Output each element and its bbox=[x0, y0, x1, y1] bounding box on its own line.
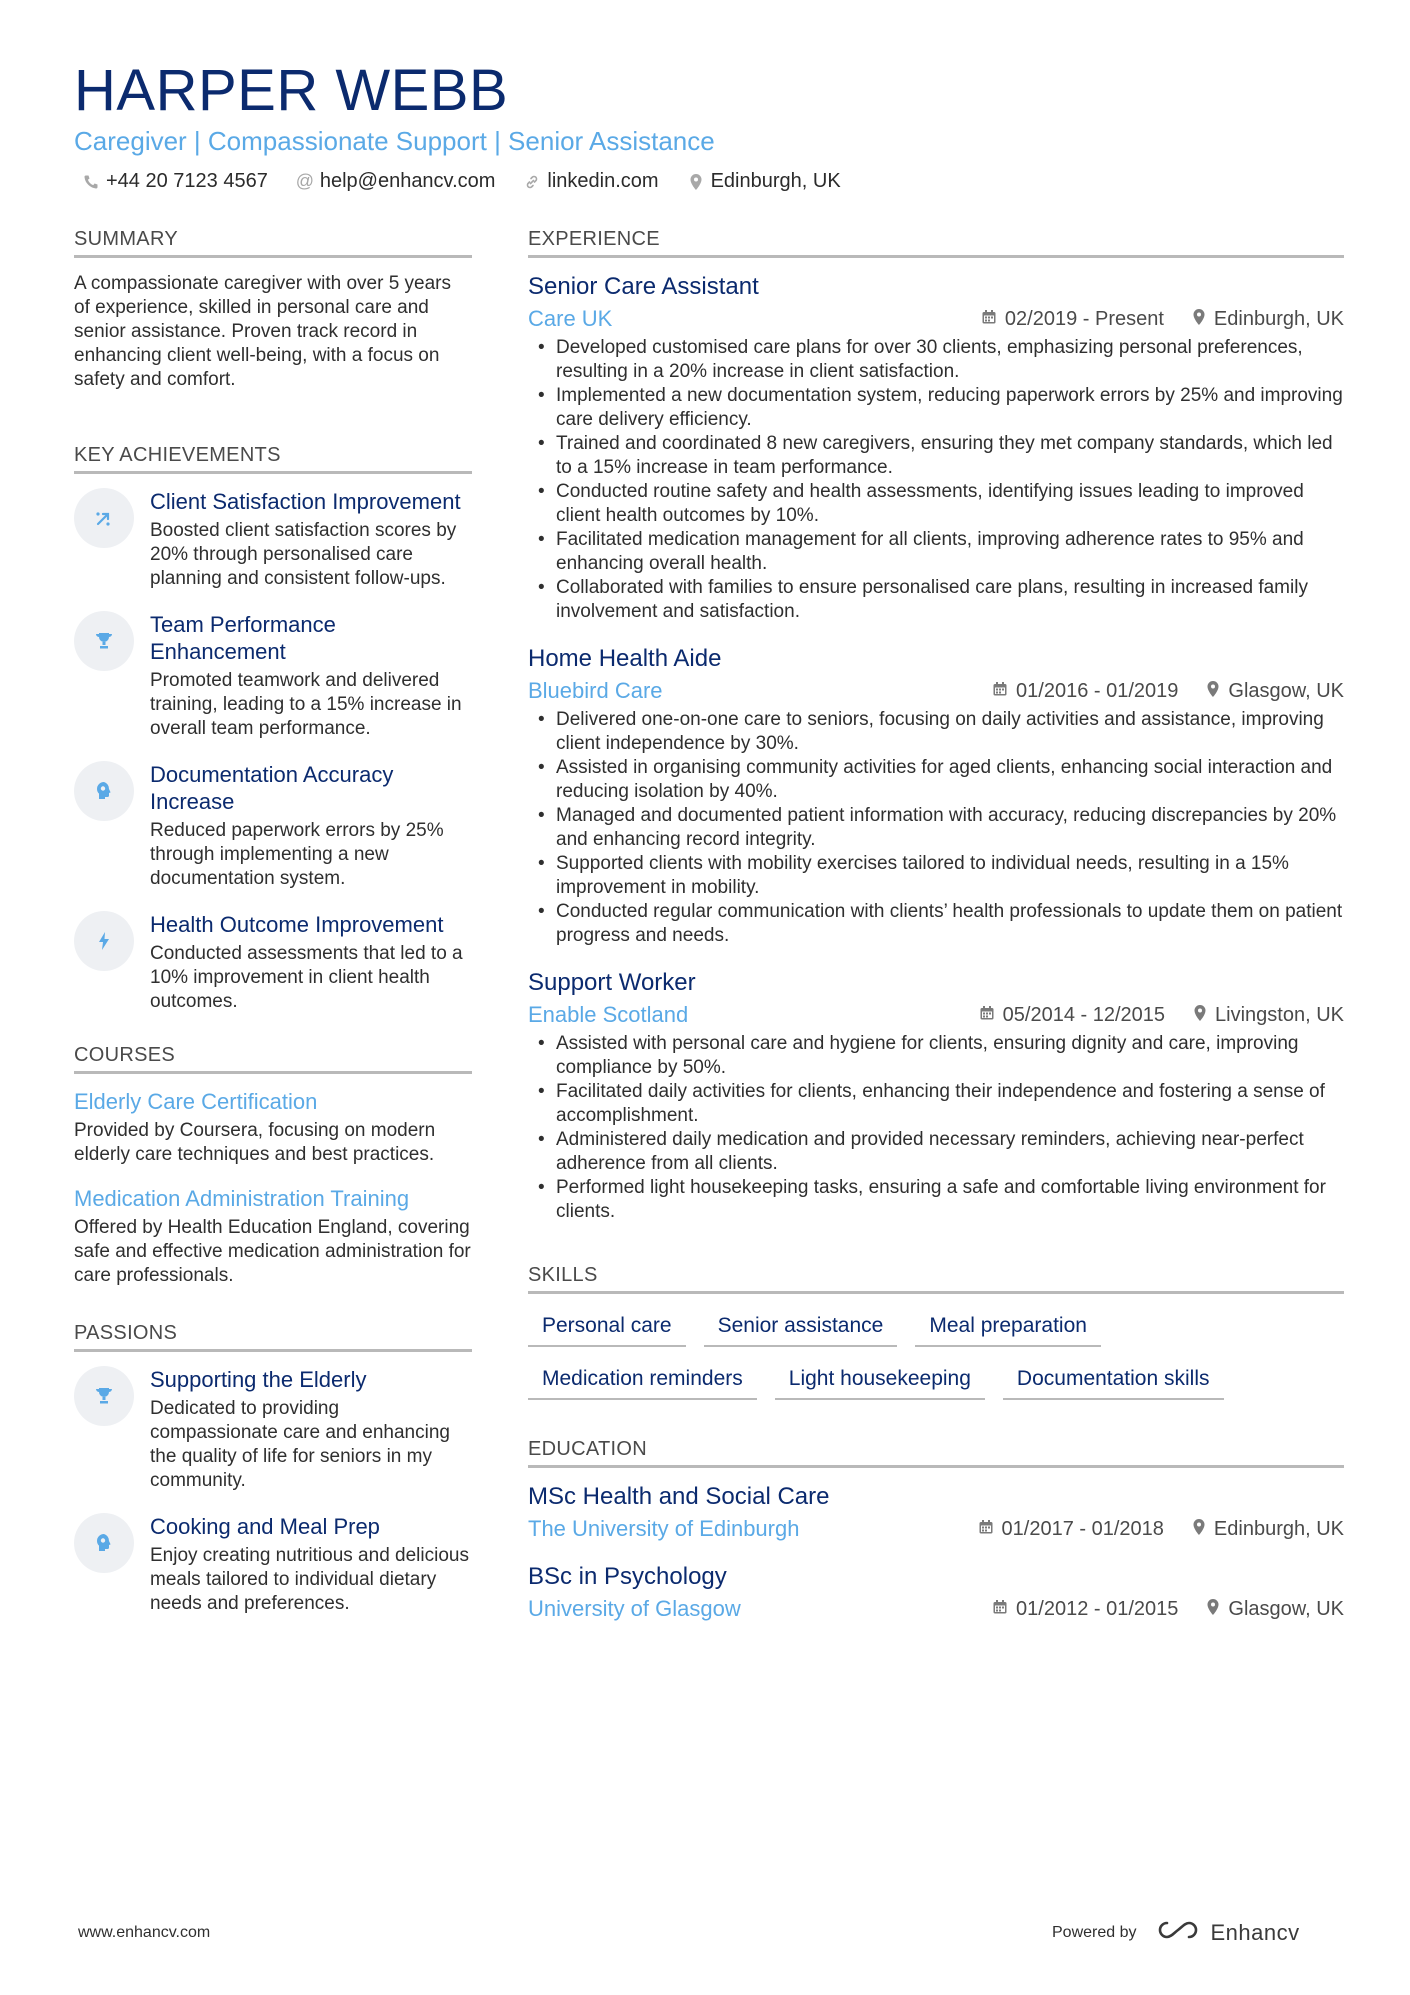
lightning-icon bbox=[74, 911, 134, 971]
passion-item bbox=[74, 1366, 472, 1493]
education-location: Glasgow, UK bbox=[1228, 1597, 1344, 1620]
footer-website[interactable]: www.enhancv.com bbox=[78, 1924, 211, 1941]
company-name: Care UK bbox=[528, 306, 613, 331]
calendar-icon bbox=[981, 309, 997, 330]
contact-phone-text: +44 20 7123 4567 bbox=[106, 170, 268, 192]
location-pin-icon bbox=[1206, 680, 1220, 703]
location-pin-icon bbox=[687, 173, 705, 191]
course-title: Medication Administration Training bbox=[74, 1186, 410, 1211]
contact-phone[interactable] bbox=[82, 170, 268, 193]
at-icon: @ bbox=[295, 171, 314, 191]
head-brain-icon bbox=[74, 761, 134, 821]
contact-bar bbox=[82, 170, 841, 193]
calendar-icon bbox=[992, 681, 1008, 702]
job-bullets bbox=[528, 708, 1344, 948]
courses-section bbox=[74, 1044, 472, 1288]
job-location: Glasgow, UK bbox=[1228, 679, 1344, 702]
job-bullets bbox=[528, 336, 1344, 624]
summary-title: SUMMARY bbox=[74, 228, 472, 258]
summary-section bbox=[74, 228, 472, 392]
summary-text: A compassionate caregiver with over 5 years of experience, skilled in personal care and senior assistance. Proven track record in enhancing client well-being, with a focus on safety and comfort. bbox=[74, 273, 452, 390]
education-dates: 01/2017 - 01/2018 bbox=[1001, 1517, 1164, 1540]
achievement-item bbox=[74, 911, 472, 1014]
skill-tag: Documentation skills bbox=[1003, 1361, 1224, 1400]
footer-branding bbox=[1052, 1918, 1300, 1948]
education-dates: 01/2012 - 01/2015 bbox=[1016, 1597, 1179, 1620]
job-entry bbox=[528, 968, 1344, 1224]
bullet-item: • Assisted in organising community activities for aged clients, enhancing social interaction and reducing isolation by 40%. bbox=[528, 756, 1344, 804]
experience-title: EXPERIENCE bbox=[528, 228, 1344, 258]
link-icon bbox=[523, 174, 541, 190]
achievement-item bbox=[74, 611, 472, 741]
achievement-title: Client Satisfaction Improvement bbox=[150, 489, 461, 514]
education-title: EDUCATION bbox=[528, 1438, 1344, 1468]
bullet-item: • Trained and coordinated 8 new caregivers, ensuring they met company standards, which led to a 15% increase in team performance. bbox=[528, 432, 1344, 480]
achievements-section bbox=[74, 444, 472, 1014]
brand-name: Enhancv bbox=[1210, 1920, 1300, 1945]
calendar-icon bbox=[992, 1599, 1008, 1620]
contact-location bbox=[687, 170, 841, 193]
skills-section bbox=[528, 1264, 1344, 1400]
head-brain-icon bbox=[74, 1513, 134, 1573]
phone-icon bbox=[82, 174, 100, 190]
job-title: Support Worker bbox=[528, 969, 696, 996]
passions-section bbox=[74, 1322, 472, 1616]
job-entry bbox=[528, 644, 1344, 948]
job-dates: 05/2014 - 12/2015 bbox=[1002, 1003, 1166, 1026]
contact-linkedin[interactable] bbox=[523, 170, 658, 193]
passion-item bbox=[74, 1513, 472, 1616]
degree: MSc Health and Social Care bbox=[528, 1483, 830, 1510]
company-name: Enable Scotland bbox=[528, 1002, 689, 1027]
achievement-text: Promoted teamwork and delivered training, leading to a 15% increase in overall team performance. bbox=[150, 670, 462, 739]
bullet-item: • Conducted routine safety and health assessments, identifying issues leading to improved client health outcomes by 10%. bbox=[528, 480, 1344, 528]
contact-location-text: Edinburgh, UK bbox=[710, 170, 841, 192]
bullet-item: • Collaborated with families to ensure personalised care plans, resulting in increased family involvement and satisfaction. bbox=[528, 576, 1344, 624]
candidate-name: HARPER WEBB bbox=[74, 58, 509, 123]
passion-title: Cooking and Meal Prep bbox=[150, 1514, 380, 1539]
contact-linkedin-text: linkedin.com bbox=[547, 170, 659, 192]
skill-tag: Light housekeeping bbox=[775, 1361, 985, 1400]
location-pin-icon bbox=[1206, 1598, 1220, 1621]
bullet-item: • Conducted regular communication with clients’ health professionals to update them on patient progress and needs. bbox=[528, 900, 1344, 948]
education-entry bbox=[528, 1482, 1344, 1542]
bullet-item: • Administered daily medication and provided necessary reminders, achieving near-perfect adherence from all clients. bbox=[528, 1128, 1344, 1176]
job-location: Edinburgh, UK bbox=[1213, 307, 1344, 330]
achievement-title: Health Outcome Improvement bbox=[150, 912, 444, 937]
passion-title: Supporting the Elderly bbox=[150, 1367, 367, 1392]
education-section bbox=[528, 1438, 1344, 1622]
skills-title: SKILLS bbox=[528, 1264, 1344, 1294]
degree: BSc in Psychology bbox=[528, 1563, 727, 1590]
sparkle-arrow-icon bbox=[74, 488, 134, 548]
calendar-icon bbox=[979, 1005, 995, 1026]
trophy-icon bbox=[74, 611, 134, 671]
right-column bbox=[528, 228, 1344, 1636]
achievement-title: Team Performance Enhancement bbox=[150, 612, 336, 664]
achievement-item bbox=[74, 488, 472, 591]
course-text: Provided by Coursera, focusing on modern elderly care techniques and best practices. bbox=[74, 1120, 436, 1165]
contact-email-text: help@enhancv.com bbox=[319, 170, 496, 192]
calendar-icon bbox=[978, 1519, 994, 1540]
bullet-item: • Performed light housekeeping tasks, ensuring a safe and comfortable living environment for clients. bbox=[528, 1176, 1344, 1224]
job-location: Livingston, UK bbox=[1215, 1003, 1344, 1026]
job-title: Home Health Aide bbox=[528, 645, 722, 672]
brand-logo[interactable] bbox=[1155, 1918, 1300, 1948]
location-pin-icon bbox=[1192, 1518, 1206, 1541]
job-title: Senior Care Assistant bbox=[528, 273, 759, 300]
education-location: Edinburgh, UK bbox=[1213, 1517, 1344, 1540]
company-name: Bluebird Care bbox=[528, 678, 663, 703]
bullet-item: • Developed customised care plans for over 30 clients, emphasizing personal preferences, resulting in a 20% increase in client satisfaction. bbox=[528, 336, 1344, 384]
education-entry bbox=[528, 1562, 1344, 1622]
powered-by-label: Powered by bbox=[1052, 1924, 1137, 1941]
bullet-item: • Assisted with personal care and hygiene for clients, ensuring dignity and care, improving compliance by 50%. bbox=[528, 1032, 1344, 1080]
job-dates: 01/2016 - 01/2019 bbox=[1016, 679, 1179, 702]
passion-text: Dedicated to providing compassionate care and enhancing the quality of life for seniors in my community. bbox=[150, 1398, 450, 1491]
skill-tag: Medication reminders bbox=[528, 1361, 757, 1400]
passions-title: PASSIONS bbox=[74, 1322, 472, 1352]
bullet-item: • Delivered one-on-one care to seniors, focusing on daily activities and assistance, improving client independence by 30%. bbox=[528, 708, 1344, 756]
infinity-logo-icon bbox=[1155, 1918, 1201, 1948]
location-pin-icon bbox=[1192, 308, 1206, 331]
skills-list bbox=[528, 1308, 1344, 1400]
achievements-title: KEY ACHIEVEMENTS bbox=[74, 444, 472, 474]
bullet-item: • Implemented a new documentation system, reducing paperwork errors by 25% and improving care delivery efficiency. bbox=[528, 384, 1344, 432]
job-dates: 02/2019 - Present bbox=[1004, 307, 1164, 330]
achievement-item bbox=[74, 761, 472, 891]
passion-text: Enjoy creating nutritious and delicious meals tailored to individual dietary needs and preferences. bbox=[150, 1545, 469, 1614]
school-name: University of Glasgow bbox=[528, 1596, 741, 1621]
trophy-icon bbox=[74, 1366, 134, 1426]
bullet-item: • Supported clients with mobility exercises tailored to individual needs, resulting in a 15% improvement in mobility. bbox=[528, 852, 1344, 900]
experience-section bbox=[528, 228, 1344, 1224]
achievement-text: Conducted assessments that led to a 10% improvement in client health outcomes. bbox=[150, 943, 463, 1012]
job-entry bbox=[528, 272, 1344, 624]
skill-tag: Personal care bbox=[528, 1308, 686, 1347]
course-text: Offered by Health Education England, covering safe and effective medication administration for care professionals. bbox=[74, 1217, 471, 1286]
achievement-text: Boosted client satisfaction scores by 20% through personalised care planning and consistent follow-ups. bbox=[150, 520, 457, 589]
contact-email[interactable] bbox=[296, 170, 496, 193]
bullet-item: • Facilitated medication management for all clients, improving adherence rates to 95% and enhancing overall health. bbox=[528, 528, 1344, 576]
headline: Caregiver | Compassionate Support | Senior Assistance bbox=[74, 126, 715, 156]
skill-tag: Meal preparation bbox=[915, 1308, 1101, 1347]
location-pin-icon bbox=[1193, 1004, 1207, 1027]
course-title: Elderly Care Certification bbox=[74, 1089, 318, 1114]
achievement-text: Reduced paperwork errors by 25% through implementing a new documentation system. bbox=[150, 820, 444, 889]
bullet-item: • Facilitated daily activities for clients, enhancing their independence and fostering a sense of accomplishment. bbox=[528, 1080, 1344, 1128]
job-bullets bbox=[528, 1032, 1344, 1224]
left-column bbox=[74, 228, 472, 1636]
courses-title: COURSES bbox=[74, 1044, 472, 1074]
school-name: The University of Edinburgh bbox=[528, 1516, 800, 1541]
achievement-title: Documentation Accuracy Increase bbox=[150, 762, 394, 814]
skill-tag: Senior assistance bbox=[704, 1308, 898, 1347]
bullet-item: • Managed and documented patient information with accuracy, reducing discrepancies by 20% and enhancing record integrity. bbox=[528, 804, 1344, 852]
